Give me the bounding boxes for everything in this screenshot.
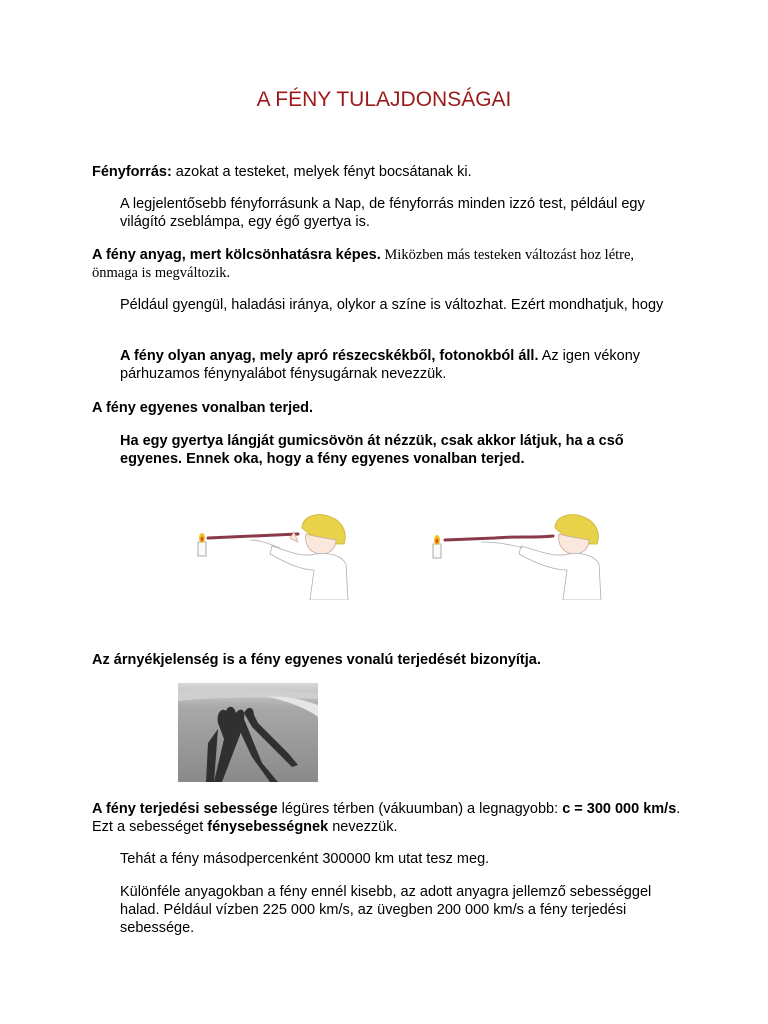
candle-icon <box>433 535 441 558</box>
rubber-tube <box>445 536 553 540</box>
paragraph-changes: Például gyengül, haladási iránya, olykor a színe is változhat. Ezért mondhatjuk, hogy <box>120 297 664 313</box>
candle-icon <box>198 533 206 556</box>
statement-shadow: Az árnyékjelenség is a fény egyenes vonalú terjedését bizonyítja. <box>92 652 541 668</box>
rubber-tube-straight <box>208 534 298 538</box>
boy-figure <box>250 515 348 601</box>
speed-text-2: . Ezt a sebességet <box>92 801 681 835</box>
illustration-straight-tube <box>190 510 350 600</box>
paragraph-light-matter <box>92 246 682 282</box>
paragraph-candle-experiment <box>120 432 680 468</box>
paragraph-speed <box>92 800 692 836</box>
page-title: A FÉNY TULAJDONSÁGAI <box>256 88 512 111</box>
speed-text: légüres térben (vákuumban) a legnagyobb: <box>277 801 563 817</box>
paragraph-photons <box>120 347 650 383</box>
paragraph-materials: Különféle anyagokban a fény ennél kisebb, az adott anyagra jellemző sebességgel halad. Például vízben 225 000 km/s, az üvegben 200 000 km/s a fény terjedési sebessége. <box>120 884 652 936</box>
term-light-source: Fényforrás: <box>92 164 172 180</box>
speed-value: c = 300 000 km/s <box>562 801 677 817</box>
term-speed: A fény terjedési sebessége <box>92 801 278 817</box>
paragraph-per-second: Tehát a fény másodpercenként 300000 km utat tesz meg. <box>120 851 490 867</box>
statement-straight-line: A fény egyenes vonalban terjed. <box>92 400 314 416</box>
paragraph-shadow <box>92 651 692 669</box>
illustration-tube-side <box>425 510 610 600</box>
speed-text-3: nevezzük. <box>328 819 398 835</box>
shadow-photo <box>178 683 318 782</box>
definition-text: azokat a testeket, melyek fényt bocsátanak ki. <box>171 164 472 180</box>
statement-photons: A fény olyan anyag, mely apró részecskékből, fotonokból áll. <box>120 348 539 364</box>
boy-figure <box>481 515 601 601</box>
candle-experiment-text: Ha egy gyertya lángját gumicsövön át nézzük, csak akkor látjuk, ha a cső egyenes. Ennek oka, hogy a fény egyenes vonalban terjed. <box>120 433 624 467</box>
light-ray-text: Az igen vékony párhuzamos fénynyalábot fénysugárnak nevezzük. <box>120 348 641 382</box>
paragraph-light-source <box>92 163 692 181</box>
paragraph-sources-examples: A legjelentősebb fényforrásunk a Nap, de fényforrás minden izzó test, például egy világító zseblámpa, egy égő gyertya is. <box>120 196 645 230</box>
serif-text: Miközben más testeken változást hoz létre, önmaga is megváltozik. <box>92 247 635 281</box>
statement-light-matter: A fény anyag, mert kölcsönhatásra képes. <box>92 247 381 263</box>
term-light-speed: fénysebességnek <box>207 819 329 835</box>
paragraph-straight-line <box>92 399 692 417</box>
